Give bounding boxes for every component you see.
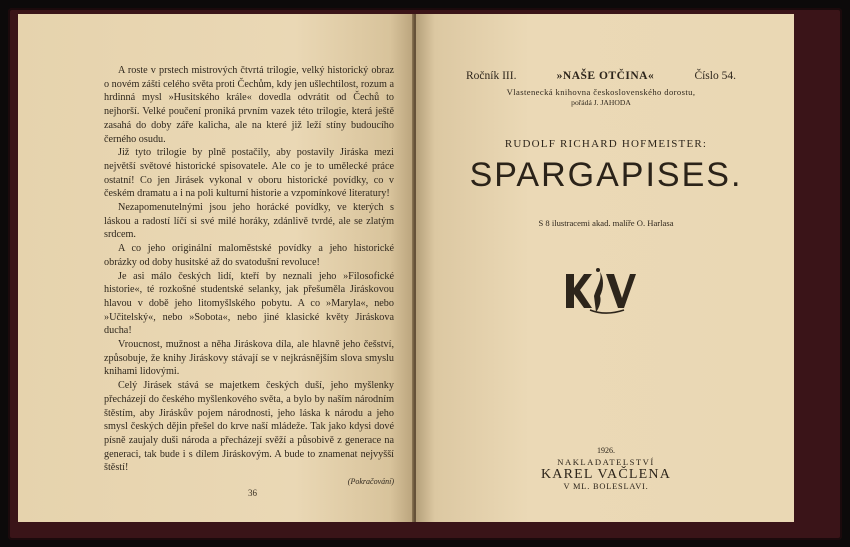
- publisher-logo-icon: [560, 266, 640, 318]
- paragraph: Celý Jirásek stává se majetkem českých duší, jeho myšlenky přecházejí do českého myšlenkového světa, a bylo by naším národním štěstím, aby Jiráskův pojem národnosti, jeho láska k národu a jeho smysl českých dějin přešel do krve naší mládeže. Tak jako kdysi dové písně zaujaly duši národa a přecházejí svěží a působivě z generace na generaci, tak bude i s dílem Jiráskovým. A bude to znamenat nejvyšší štěstí!: [104, 380, 394, 474]
- issue-label: Číslo 54.: [694, 70, 736, 82]
- left-page: [18, 14, 414, 522]
- continuation-note: (Pokračování): [347, 477, 394, 487]
- publisher-label: NAKLADATELSTVÍ: [557, 457, 655, 467]
- illustrations-note: S 8 ilustracemi akad. malíře O. Harlasa: [538, 218, 674, 228]
- publication-year: 1926.: [597, 446, 615, 455]
- paragraph: Nezapomenutelnými jsou jeho horácké povídky, ve kterých s láskou a radostí líčí si své milé horáky, zdánlivě tvrdé, ale se zlatým srdcem.: [104, 202, 394, 241]
- series-editor: pořádá J. JAHODA: [571, 98, 631, 107]
- paragraph: A co jeho originální maloměstské povídky a jeho historické obrázky od doby husitské až do svatodušní revoluce!: [104, 243, 394, 268]
- publisher-block: [456, 446, 756, 491]
- right-page: [416, 14, 794, 522]
- series-subtitle: Vlastenecká knihovna československého dorostu,: [506, 87, 696, 97]
- series-header: [466, 70, 736, 82]
- paragraph: Vroucnost, mužnost a něha Jiráskova díla, ale hlavně jeho češství, způsobuje, že knihy Jiráskovy stávají se v nejkrásnějším slova smyslu knihami lidovými.: [104, 339, 394, 378]
- book-title: SPARGAPISES.: [469, 156, 743, 194]
- publisher-place: V ML. BOLESLAVI.: [563, 482, 649, 491]
- paragraph: A roste v prstech mistrových čtvrtá trilogie, velký historický obraz o novém zášti celého světa proti Čechům, kdy jen ušlechtilost, rozum a hrdinná mysl »Husitského krále« dovedla odvrátit od Čechů to nejhorší. Velké poučení proniká prvním vazek této trilogie, která ještě zasahá do doby záře kalicha, ale na které již leží stíny budoucího černého osudu.: [104, 65, 394, 145]
- paragraph: Již tyto trilogie by plně postačily, aby postavily Jiráska mezi největší světové historické spisovatele. Ale co je to umělecké práce ostatní! Co jen Jirásek vykonal v oboru historické povídky, co v českém dramatu a i na poli kulturní historie a vzpomínkové literatury!: [104, 147, 394, 200]
- publisher-name: KAREL VAČLENA: [540, 467, 672, 482]
- paragraph: Je asi málo českých lidí, kteří by neznali jeho »Filosofické historie«, té rozkošné studentské selanky, jak přešuměla Jiráskovou hlavou v době jeho litomyšlského pobytu. A co »Maryla«, nebo »Učitelský«, nebo »Sobota«, nebo jiné klasické květy Jiráskova ducha!: [104, 270, 394, 337]
- volume-label: Ročník III.: [466, 70, 517, 82]
- series-title: »NAŠE OTČINA«: [556, 70, 655, 82]
- page-number: 36: [248, 488, 257, 498]
- left-page-text: [104, 64, 394, 489]
- author-name: RUDOLF RICHARD HOFMEISTER:: [504, 138, 708, 150]
